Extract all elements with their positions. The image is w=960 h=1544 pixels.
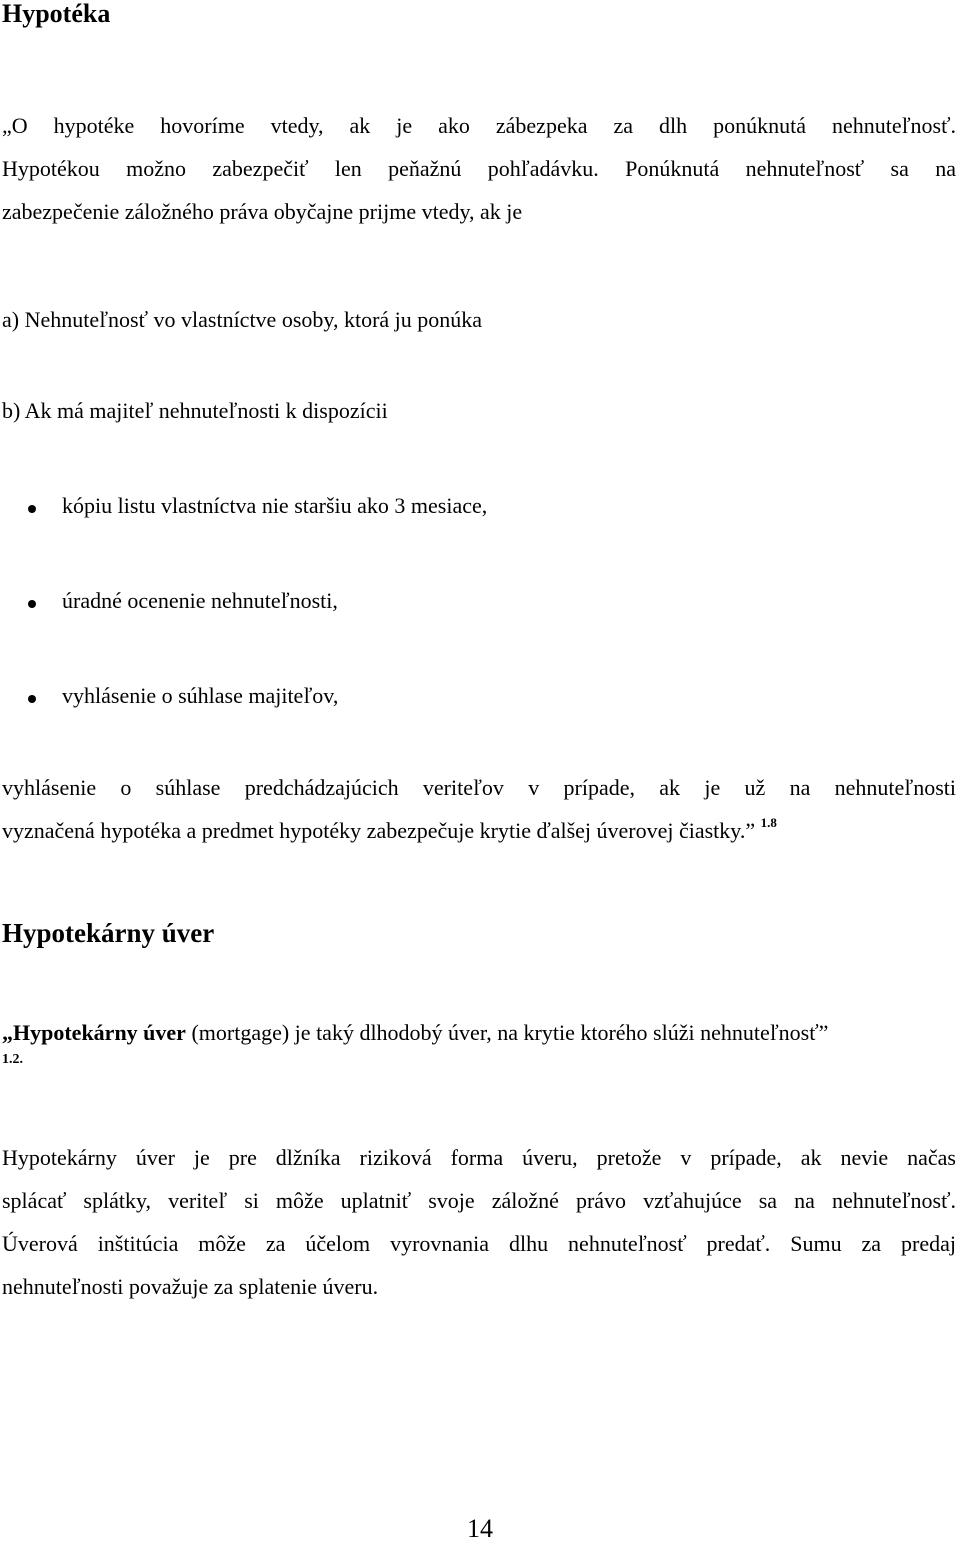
intro-paragraph <box>2 104 956 233</box>
creditors-text: vyznačená hypotéka a predmet hypotéky zabezpečuje krytie ďalšej úverovej čiastky.” <box>2 818 756 843</box>
risk-paragraph <box>2 1136 956 1308</box>
intro-line: zabezpečenie záložného práva obyčajne prijme vtedy, ak je <box>2 199 523 224</box>
creditors-line <box>2 809 956 852</box>
page-number: 14 <box>467 1514 493 1543</box>
creditors-line: vyhlásenie o súhlase predchádzajúcich veriteľov v prípade, ak je už na nehnuteľnosti <box>2 775 956 800</box>
defined-term: Hypotekárny úver <box>13 1020 186 1045</box>
page-title: Hypotéka <box>2 0 111 28</box>
risk-line: Hypotekárny úver je pre dlžníka riziková forma úveru, pretože v prípade, ak nevie načas <box>2 1145 956 1170</box>
footnote-ref: 1.2. <box>2 1052 23 1067</box>
risk-line: nehnuteľnosti považuje za splatenie úveru. <box>2 1274 379 1299</box>
definition-line <box>2 1011 956 1054</box>
definition-text: (mortgage) je taký dlhodobý úver, na krytie ktorého slúži nehnuteľnosť” <box>185 1020 829 1045</box>
item-b: b) Ak má majiteľ nehnuteľnosti k dispozícii <box>2 398 388 423</box>
intro-line: „O hypotéke hovoríme vtedy, ak je ako zábezpeka za dlh ponúknutá nehnuteľnosť. <box>2 113 956 138</box>
bullet-text: úradné ocenenie nehnuteľnosti, <box>62 588 338 613</box>
footnote-ref: 1.8 <box>760 815 777 830</box>
bullet-icon <box>28 695 36 703</box>
bullet-icon <box>28 505 36 513</box>
intro-line: Hypotékou možno zabezpečiť len peňažnú pohľadávku. Ponúknutá nehnuteľnosť sa na <box>2 156 956 181</box>
risk-line: Úverová inštitúcia môže za účelom vyrovnania dlhu nehnuteľnosť predať. Sumu za predaj <box>2 1231 956 1256</box>
open-quote: „ <box>2 1020 13 1045</box>
bullet-text: kópiu listu vlastníctva nie staršiu ako 3 mesiace, <box>62 493 488 518</box>
bullet-text: vyhlásenie o súhlase majiteľov, <box>62 683 339 708</box>
bullet-icon <box>28 600 36 608</box>
item-a: a) Nehnuteľnosť vo vlastníctve osoby, ktorá ju ponúka <box>2 307 483 332</box>
risk-line: splácať splátky, veriteľ si môže uplatniť svoje záložné právo vzťahujúce sa na nehnuteľnosť. <box>2 1188 956 1213</box>
section-heading: Hypotekárny úver <box>2 918 215 948</box>
definition-paragraph <box>2 1011 956 1070</box>
creditors-paragraph <box>2 766 956 852</box>
